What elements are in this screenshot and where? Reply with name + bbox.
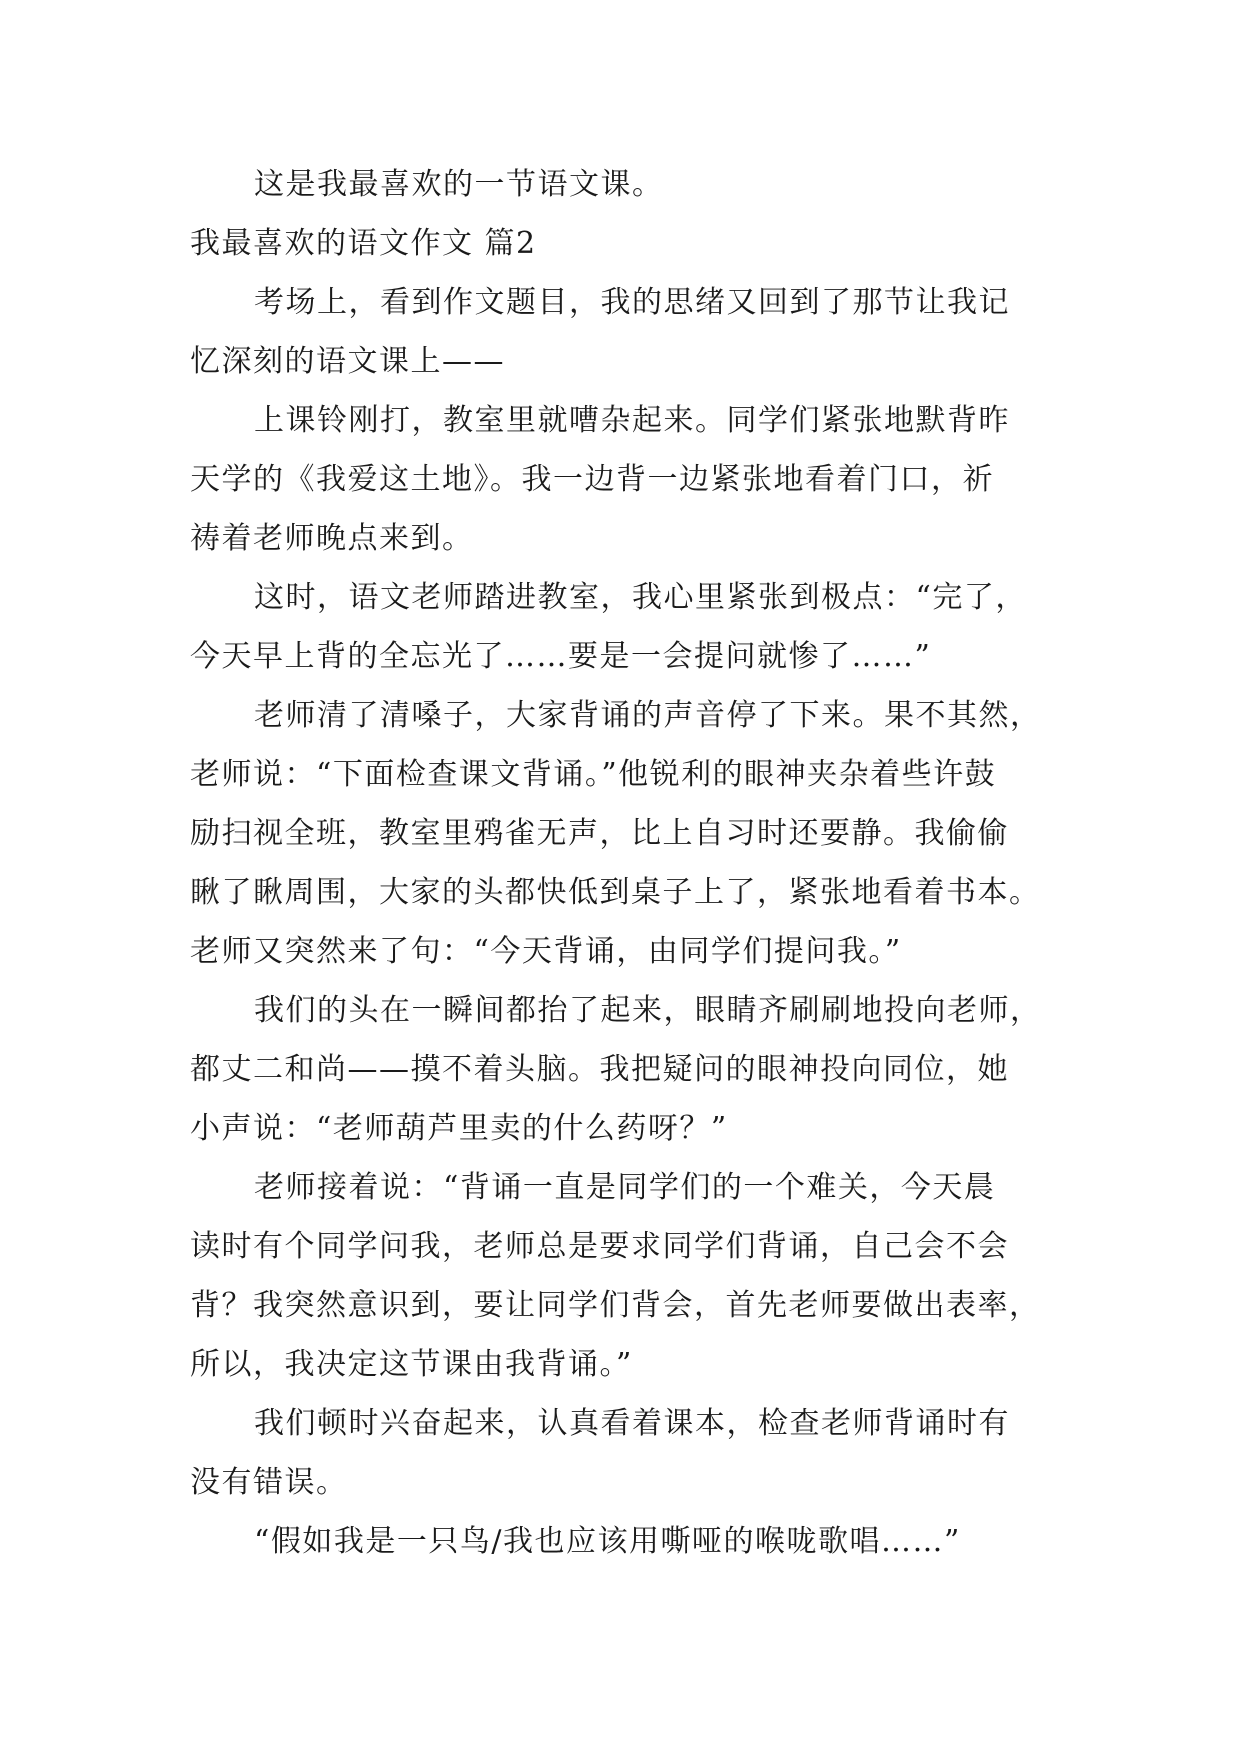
text-line: 老师清了清嗓子，大家背诵的声音停了下来。果不其然， bbox=[254, 698, 1042, 733]
text-line: 我们的头在一瞬间都抬了起来，眼睛齐刷刷地投向老师， bbox=[254, 993, 1042, 1028]
text-line: 我们顿时兴奋起来，认真看着课本，检查老师背诵时有 bbox=[254, 1406, 1010, 1441]
text-line: 小声说：“老师葫芦里卖的什么药呀？” bbox=[190, 1111, 728, 1146]
text-line: 励扫视全班，教室里鸦雀无声，比上自习时还要静。我偷偷 bbox=[190, 816, 1009, 851]
text-line: 老师又突然来了句：“今天背诵，由同学们提问我。” bbox=[190, 934, 902, 969]
text-line: 都丈二和尚——摸不着头脑。我把疑问的眼神投向同位，她 bbox=[190, 1052, 1009, 1087]
text-line: 这是我最喜欢的一节语文课。 bbox=[254, 167, 664, 202]
text-line: 老师接着说：“背诵一直是同学们的一个难关，今天晨 bbox=[254, 1170, 996, 1205]
text-line: 瞅了瞅周围，大家的头都快低到桌子上了，紧张地看着书本。 bbox=[190, 875, 1041, 910]
document-body bbox=[190, 155, 1062, 1571]
text-line: 老师说：“下面检查课文背诵。”他锐利的眼神夹杂着些许鼓 bbox=[190, 757, 997, 792]
text-line: 没有错误。 bbox=[190, 1465, 348, 1500]
text-line: 上课铃刚打，教室里就嘈杂起来。同学们紧张地默背昨 bbox=[254, 403, 1010, 438]
text-line: 背？我突然意识到，要让同学们背会，首先老师要做出表率， bbox=[190, 1288, 1041, 1323]
text-line: 祷着老师晚点来到。 bbox=[190, 521, 474, 556]
text-line: 读时有个同学问我，老师总是要求同学们背诵，自己会不会 bbox=[190, 1229, 1009, 1264]
text-line: 天学的《我爱这土地》。我一边背一边紧张地看着门口，祈 bbox=[190, 462, 994, 497]
text-line: 今天早上背的全忘光了……要是一会提问就惨了……” bbox=[190, 639, 932, 674]
section-heading: 我最喜欢的语文作文 篇2 bbox=[190, 226, 537, 261]
text-line: “假如我是一只鸟/我也应该用嘶哑的喉咙歌唱……” bbox=[254, 1524, 961, 1559]
text-line: 忆深刻的语文课上—— bbox=[190, 344, 505, 379]
text-line: 这时，语文老师踏进教室，我心里紧张到极点：“完了， bbox=[254, 580, 1027, 615]
text-line: 考场上，看到作文题目，我的思绪又回到了那节让我记 bbox=[254, 285, 1010, 320]
text-line: 所以，我决定这节课由我背诵。” bbox=[190, 1347, 633, 1382]
